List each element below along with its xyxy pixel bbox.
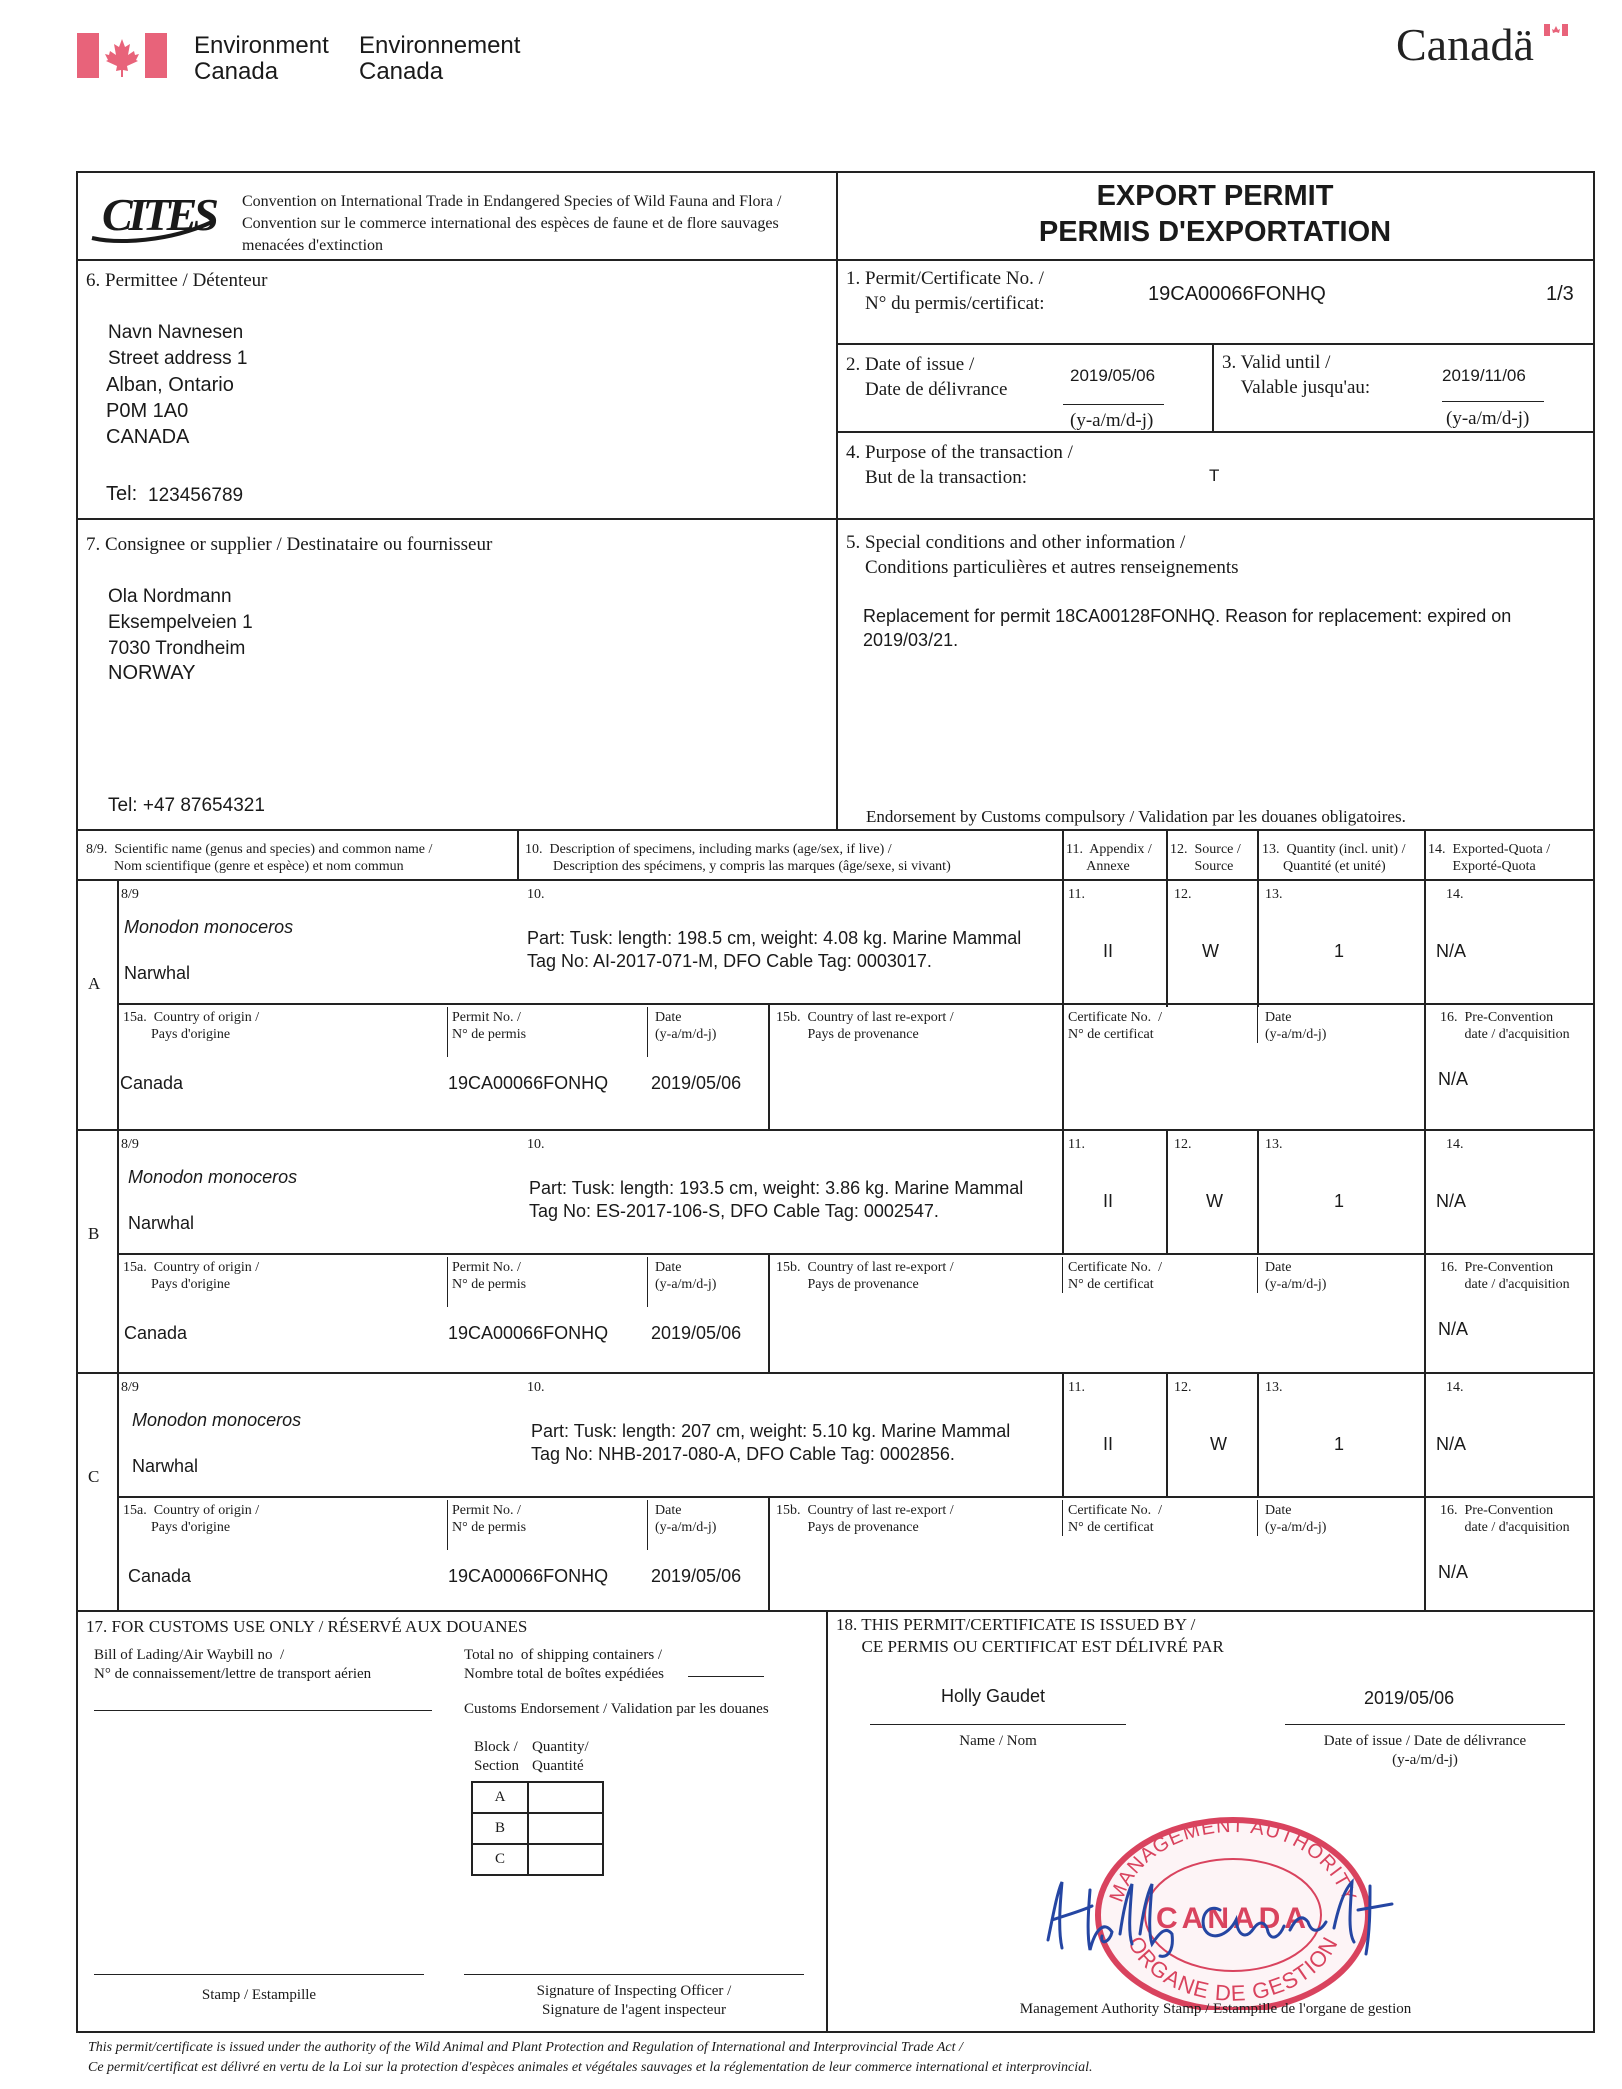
appendix-value: II — [1103, 1434, 1114, 1454]
field-12-number: 12. — [1174, 887, 1192, 902]
field-89-number: 8/9 — [121, 1137, 139, 1152]
origin-permit-date: 2019/05/06 — [651, 1323, 742, 1343]
special-conditions: Replacement for permit 18CA00128FONHQ. Reason for replacement: expired on 2019/03/21. — [863, 606, 1512, 650]
field-13-number: 13. — [1265, 1137, 1283, 1152]
canada-wordmark-text: Canadä — [1396, 19, 1534, 70]
origin-permit-number: 19CA00066FONHQ — [448, 1323, 609, 1343]
permittee-country: CANADA — [106, 426, 190, 448]
quota-value: N/A — [1436, 941, 1467, 961]
field-16-label: 16. Pre-Convention date / d'acquisition — [1440, 1503, 1570, 1535]
col-header-scientific-name: 8/9. Scientific name (genus and species) and common name / Nom scientifique (genre et espèce) et nom commun — [86, 842, 433, 874]
certificate-no-label: Certificate No. / N° de certificat — [1068, 1260, 1163, 1292]
stamp-bottom-text: ORGANE DE GESTION — [1123, 1932, 1343, 2006]
cites-logo — [88, 182, 220, 254]
certificate-no-label: Certificate No. / N° de certificat — [1068, 1503, 1163, 1535]
origin-permit-number: 19CA00066FONHQ — [448, 1566, 609, 1586]
issue-date: 2019/05/06 — [1364, 1688, 1455, 1708]
date-label-2: Date (y-a/m/d-j) — [1265, 1503, 1327, 1535]
stamp-middle-text: CANADA — [1156, 1902, 1310, 1935]
consignee-name: Ola Nordmann — [108, 586, 232, 607]
field-15a-label: 15a. Country of origin / Pays d'origine — [123, 1503, 260, 1535]
block-letter: A — [88, 974, 101, 993]
specimen-description: Part: Tusk: length: 193.5 cm, weight: 3.86 kg. Marine Mammal Tag No: ES-2017-106-S, DFO Cable Tag: 0002547. — [529, 1178, 1024, 1221]
field-12-number: 12. — [1174, 1380, 1192, 1395]
scientific-name: Monodon monoceros — [128, 1167, 298, 1187]
field-15b-label: 15b. Country of last re-export / Pays de provenance — [776, 1010, 954, 1042]
field-15a-label: 15a. Country of origin / Pays d'origine — [123, 1260, 260, 1292]
export-permit-title-fr: PERMIS D'EXPORTATION — [1038, 216, 1392, 248]
permit-no-label: Permit No. / N° de permis — [452, 1260, 527, 1292]
page-number: 1/3 — [1546, 283, 1574, 305]
date-of-issue-format: (y-a/m/d-j) — [1070, 410, 1154, 431]
field-4-label: 4. Purpose of the transaction / But de la transaction: — [846, 442, 1073, 488]
permittee-tel-label: Tel: — [106, 483, 138, 505]
preconvention-value: N/A — [1438, 1319, 1469, 1339]
valid-until-format: (y-a/m/d-j) — [1446, 408, 1530, 429]
country-of-origin: Canada — [128, 1566, 192, 1586]
source-value: W — [1202, 941, 1219, 961]
customs-row-b-label: B — [494, 1820, 505, 1836]
field-3-label: 3. Valid until / Valable jusqu'au: — [1222, 352, 1371, 398]
issuer-signature — [1040, 1870, 1440, 1960]
management-authority-stamp-label: Management Authority Stamp / Estampille de l'organe de gestion — [1019, 2001, 1412, 2017]
quantity-value: 1 — [1334, 1434, 1345, 1454]
customs-quantity-table — [471, 1781, 604, 1876]
permittee-name: Navn Navnesen — [108, 322, 244, 343]
export-permit-title: EXPORT PERMIT — [1096, 180, 1334, 212]
field-17-label: 17. FOR CUSTOMS USE ONLY / RÉSERVÉ AUX DOUANES — [86, 1617, 528, 1636]
field-14-number: 14. — [1446, 1380, 1464, 1395]
field-11-number: 11. — [1068, 1380, 1085, 1395]
wordmark-flag-icon — [1544, 24, 1568, 36]
field-15b-label: 15b. Country of last re-export / Pays de provenance — [776, 1503, 954, 1535]
field-13-number: 13. — [1265, 1380, 1283, 1395]
issuer-name: Holly Gaudet — [941, 1686, 1046, 1706]
permittee-city: Alban, Ontario — [106, 374, 234, 396]
field-5-label: 5. Special conditions and other information / Conditions particulières et autres renseignements — [846, 532, 1239, 578]
convention-text: Convention on International Trade in Endangered Species of Wild Fauna and Flora / Convention sur le commerce international des espèces de faune et de flore sauvages menacées d'extinction — [242, 193, 782, 254]
consignee-city: 7030 Trondheim — [108, 638, 246, 659]
canada-flag-icon — [77, 33, 167, 78]
block-letter: B — [88, 1224, 100, 1243]
consignee-tel: Tel: +47 87654321 — [108, 795, 265, 816]
origin-permit-number: 19CA00066FONHQ — [448, 1073, 609, 1093]
cites-logo-text: CITES — [102, 189, 215, 240]
col-header-description: 10. Description of specimens, including marks (age/sex, if live) / Description des spécimens, y compris las marques (âge/sexe, si vivant) — [525, 842, 951, 874]
appendix-value: II — [1103, 1191, 1114, 1211]
customs-endorsement-note: Endorsement by Customs compulsory / Validation par les douanes obligatoires. — [866, 807, 1406, 826]
customs-endorsement-label: Customs Endorsement / Validation par les douanes — [464, 1701, 769, 1717]
field-89-number: 8/9 — [121, 887, 139, 902]
footer-authority-en: This permit/certificate is issued under the authority of the Wild Animal and Plant Protection and Regulation of International and Interprovincial Trade Act / — [88, 2040, 963, 2055]
bill-of-lading-label: Bill of Lading/Air Waybill no / N° de connaissement/lettre de transport aérien — [94, 1647, 372, 1682]
inspector-signature-label: Signature of Inspecting Officer / Signature de l'agent inspecteur — [536, 1983, 732, 2018]
customs-row-a-label: A — [494, 1789, 506, 1805]
source-value: W — [1210, 1434, 1227, 1454]
date-label: Date (y-a/m/d-j) — [655, 1503, 717, 1535]
field-6-label: 6. Permittee / Détenteur — [86, 270, 268, 291]
field-11-number: 11. — [1068, 1137, 1085, 1152]
consignee-street: Eksempelveien 1 — [108, 612, 253, 633]
block-letter: C — [88, 1467, 100, 1486]
field-11-number: 11. — [1068, 887, 1085, 902]
customs-qty-b[interactable] — [529, 1814, 602, 1843]
department-name-fr: Environnement Canada — [359, 32, 521, 85]
total-containers-label: Total no of shipping containers / Nombre total de boîtes expédiées — [464, 1647, 664, 1682]
date-of-issue: 2019/05/06 — [1070, 366, 1156, 385]
field-13-number: 13. — [1265, 887, 1283, 902]
quota-value: N/A — [1436, 1434, 1467, 1454]
field-12-number: 12. — [1174, 1137, 1192, 1152]
field-10-number: 10. — [527, 1137, 545, 1152]
field-7-label: 7. Consignee or supplier / Destinataire ou fournisseur — [86, 534, 493, 555]
date-label: Date (y-a/m/d-j) — [655, 1010, 717, 1042]
origin-permit-date: 2019/05/06 — [651, 1566, 742, 1586]
appendix-value: II — [1103, 941, 1114, 961]
field-10-number: 10. — [527, 1380, 545, 1395]
footer-authority-fr: Ce permit/certificat est délivré en vertu de la Loi sur la protection d'espèces animales et végétales sauvages et la réglementation de leur commerce international et interprovincial. — [88, 2060, 1093, 2075]
field-15a-label: 15a. Country of origin / Pays d'origine — [123, 1010, 260, 1042]
date-label-2: Date (y-a/m/d-j) — [1265, 1010, 1327, 1042]
col-header-appendix: 11. Appendix / Annexe — [1066, 842, 1152, 874]
common-name: Narwhal — [132, 1456, 199, 1476]
common-name: Narwhal — [124, 963, 191, 983]
field-1-label: 1. Permit/Certificate No. / N° du permis/certificat: — [846, 268, 1045, 314]
source-value: W — [1206, 1191, 1223, 1211]
certificate-no-label: Certificate No. / N° de certificat — [1068, 1010, 1163, 1042]
field-89-number: 8/9 — [121, 1380, 139, 1395]
stamp-label: Stamp / Estampille — [201, 1987, 317, 2003]
specimen-description: Part: Tusk: length: 207 cm, weight: 5.10 kg. Marine Mammal Tag No: NHB-2017-080-A, DFO Cable Tag: 0002856. — [531, 1421, 1011, 1464]
customs-row-c-label: C — [494, 1851, 505, 1867]
quantity-value: 1 — [1334, 1191, 1345, 1211]
scientific-name: Monodon monoceros — [132, 1410, 302, 1430]
field-16-label: 16. Pre-Convention date / d'acquisition — [1440, 1010, 1570, 1042]
origin-permit-date: 2019/05/06 — [651, 1073, 742, 1093]
field-18-label: 18. THIS PERMIT/CERTIFICATE IS ISSUED BY / CE PERMIS OU CERTIFICAT EST DÉLIVRÉ PAR — [836, 1615, 1224, 1656]
department-name-en: Environment Canada — [194, 32, 329, 85]
permittee-tel: 123456789 — [148, 485, 244, 506]
customs-qty-a[interactable] — [529, 1783, 602, 1812]
field-14-number: 14. — [1446, 1137, 1464, 1152]
col-header-source: 12. Source / Source — [1170, 842, 1241, 874]
scientific-name: Monodon monoceros — [124, 917, 294, 937]
field-15b-label: 15b. Country of last re-export / Pays de provenance — [776, 1260, 954, 1292]
canada-wordmark — [1396, 18, 1534, 71]
field-2-label: 2. Date of issue / Date de délivrance — [846, 354, 1008, 400]
permittee-postal: P0M 1A0 — [106, 400, 189, 422]
permittee-street: Street address 1 — [108, 348, 248, 369]
name-label: Name / Nom — [959, 1733, 1037, 1749]
country-of-origin: Canada — [120, 1073, 184, 1093]
col-header-quantity: 13. Quantity (incl. unit) / Quantité (et unité) — [1262, 842, 1406, 874]
valid-until: 2019/11/06 — [1442, 366, 1526, 385]
quota-value: N/A — [1436, 1191, 1467, 1211]
country-of-origin: Canada — [124, 1323, 188, 1343]
permit-no-label: Permit No. / N° de permis — [452, 1503, 527, 1535]
quantity-header: Quantity/ Quantité — [532, 1739, 589, 1774]
preconvention-value: N/A — [1438, 1069, 1469, 1089]
preconvention-value: N/A — [1438, 1562, 1469, 1582]
date-of-issue-label: Date of issue / Date de délivrance (y-a/m/d-j) — [1323, 1733, 1527, 1768]
permit-number: 19CA00066FONHQ — [1148, 283, 1326, 305]
date-label: Date (y-a/m/d-j) — [655, 1260, 717, 1292]
field-10-number: 10. — [527, 887, 545, 902]
purpose-code: T — [1209, 466, 1220, 485]
field-14-number: 14. — [1446, 887, 1464, 902]
specimen-description: Part: Tusk: length: 198.5 cm, weight: 4.08 kg. Marine Mammal Tag No: AI-2017-071-M, DFO Cable Tag: 0003017. — [527, 928, 1022, 971]
block-section-header: Block / Section — [474, 1739, 519, 1774]
common-name: Narwhal — [128, 1213, 195, 1233]
permit-no-label: Permit No. / N° de permis — [452, 1010, 527, 1042]
field-16-label: 16. Pre-Convention date / d'acquisition — [1440, 1260, 1570, 1292]
stamp-top-text: MANAGEMENT AUTHORITY — [1105, 1814, 1361, 1906]
customs-qty-c[interactable] — [529, 1845, 602, 1874]
consignee-country: NORWAY — [108, 662, 196, 684]
quantity-value: 1 — [1334, 941, 1345, 961]
col-header-quota: 14. Exported-Quota / Exporté-Quota — [1428, 842, 1551, 874]
date-label-2: Date (y-a/m/d-j) — [1265, 1260, 1327, 1292]
